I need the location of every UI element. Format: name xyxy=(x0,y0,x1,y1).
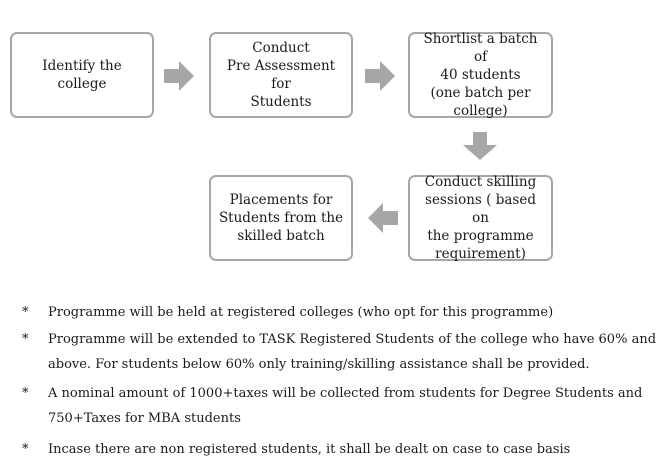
note-text: Programme will be held at registered colleges (who opt for this programme) xyxy=(48,305,554,320)
arrow-right-icon xyxy=(164,61,194,91)
step-identify-college xyxy=(10,32,154,118)
note-item xyxy=(22,327,662,377)
step-pre-assessment xyxy=(209,32,353,118)
note-item xyxy=(22,300,662,325)
step-skilling-sessions-line-4: requirement) xyxy=(435,246,526,262)
step-skilling-sessions xyxy=(408,175,553,261)
bullet-star-icon: * xyxy=(22,442,29,457)
step-placements-line-2: Students from the xyxy=(218,210,344,226)
note-text: A nominal amount of 1000+taxes will be collected from students for Degree Students and 750+Taxes for MBA students xyxy=(48,386,643,426)
step-pre-assessment-line-3: Students xyxy=(250,94,312,110)
note-item xyxy=(22,381,662,431)
arrow-left-icon xyxy=(368,203,398,233)
step-skilling-sessions-line-1: Conduct skilling xyxy=(424,174,537,190)
step-shortlist-batch xyxy=(408,32,553,118)
step-shortlist-batch-line-4: college) xyxy=(453,103,508,119)
step-shortlist-batch-line-1: Shortlist a batch of xyxy=(423,31,538,65)
bullet-star-icon: * xyxy=(22,386,29,401)
arrow-down-icon xyxy=(463,132,497,160)
step-skilling-sessions-line-2: sessions ( based on xyxy=(425,192,536,226)
step-pre-assessment-line-1: Conduct xyxy=(252,40,310,56)
step-shortlist-batch-line-3: (one batch per xyxy=(430,85,531,101)
step-skilling-sessions-line-3: the programme xyxy=(427,228,534,244)
note-item xyxy=(22,437,662,462)
bullet-star-icon: * xyxy=(22,305,29,320)
note-text: Programme will be extended to TASK Registered Students of the college who have 60% and above. For students below 60% only training/skilling assistance shall be provided. xyxy=(48,332,657,372)
note-text: Incase there are non registered students, it shall be dealt on case to case basis xyxy=(48,442,571,457)
step-pre-assessment-line-2: Pre Assessment for xyxy=(226,58,336,92)
step-placements xyxy=(209,175,353,261)
bullet-star-icon: * xyxy=(22,332,29,347)
notes-list xyxy=(22,300,662,462)
step-identify-college-line-1: Identify the college xyxy=(42,58,122,92)
step-placements-line-1: Placements for xyxy=(229,192,333,208)
step-shortlist-batch-line-2: 40 students xyxy=(440,67,521,83)
arrow-right-icon xyxy=(365,61,395,91)
step-placements-line-3: skilled batch xyxy=(237,228,325,244)
